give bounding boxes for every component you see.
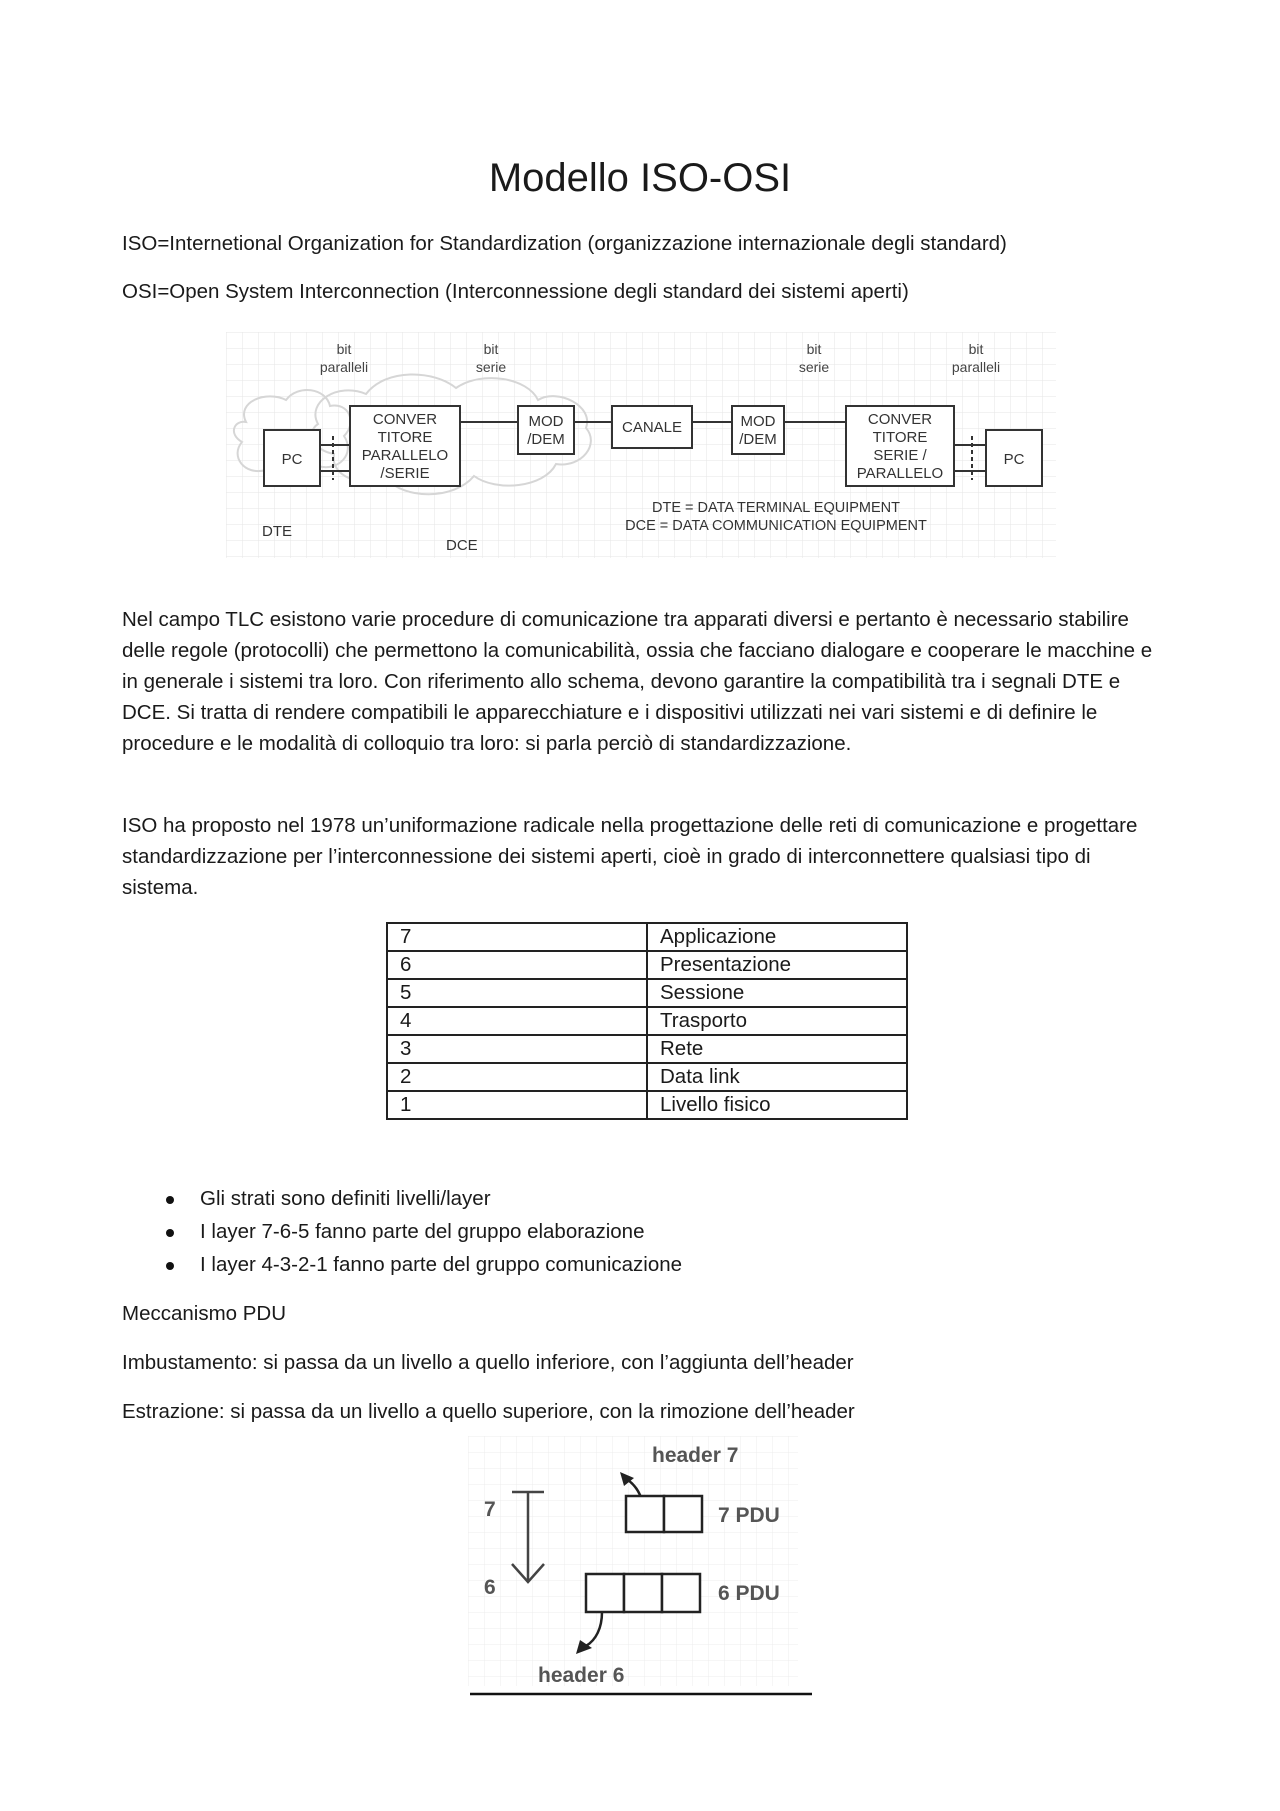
table-row	[387, 1035, 907, 1063]
estrazione-text: Estrazione: si passa da un livello a quello superiore, con la rimozione dell’header	[122, 1400, 855, 1423]
layer-name: Livello fisico	[647, 1091, 907, 1119]
pdu7-data-cell	[664, 1496, 702, 1532]
layer-name: Applicazione	[647, 923, 907, 951]
label-bit-serie-right-1: bit	[806, 341, 822, 357]
layer-number: 2	[387, 1063, 647, 1091]
list-item	[122, 1215, 1022, 1248]
modem-left-line2: /DEM	[527, 431, 565, 448]
converter-right-line2: TITORE	[872, 429, 928, 446]
table-row	[387, 979, 907, 1007]
label-bit-paralleli-right-2: paralleli	[951, 359, 1001, 375]
modem-left-line1: MOD	[528, 413, 564, 430]
iso-definition: ISO=Internetional Organization for Standardization (organizzazione internazionale degli standard)	[122, 232, 1007, 255]
dce-label: DCE	[446, 537, 478, 554]
paragraph-iso-1978: ISO ha proposto nel 1978 un’uniformazione radicale nella progettazione delle reti di comunicazione e progettare standardizzazione per l’interconnessione dei sistemi aperti, cioè in grado di interconnettere qualsiasi tipo di sistema.	[122, 814, 1138, 899]
converter-left-line2: TITORE	[377, 429, 433, 446]
page-title: Modello ISO-OSI	[488, 156, 792, 200]
bullet-icon	[166, 1229, 174, 1237]
modem-right-line2: /DEM	[739, 431, 777, 448]
pdu6-label: 6 PDU	[718, 1582, 780, 1605]
table-row	[387, 923, 907, 951]
layer-name: Presentazione	[647, 951, 907, 979]
osi-definition: OSI=Open System Interconnection (Interconnessione degli standard dei sistemi aperti)	[122, 280, 909, 303]
list-item	[122, 1248, 1022, 1281]
layer-name: Data link	[647, 1063, 907, 1091]
bullet-icon	[166, 1196, 174, 1204]
level6-label: 6	[484, 1576, 496, 1599]
dte-label: DTE	[262, 523, 292, 540]
layer-name: Trasporto	[647, 1007, 907, 1035]
layer-number: 5	[387, 979, 647, 1007]
converter-left-line4: /SERIE	[380, 465, 430, 482]
layer-name: Sessione	[647, 979, 907, 1007]
layer-number: 7	[387, 923, 647, 951]
legend-dte: DTE = DATA TERMINAL EQUIPMENT	[651, 500, 901, 516]
label-bit-serie-right-2: serie	[798, 359, 830, 375]
pdu6-cell-3	[662, 1574, 700, 1612]
layer-bullet-list	[122, 1182, 1022, 1281]
bullet-icon	[166, 1262, 174, 1270]
converter-right-line4: PARALLELO	[856, 465, 944, 482]
network-diagram	[226, 332, 1056, 558]
label-bit-paralleli-right-1: bit	[968, 341, 984, 357]
layer-number: 6	[387, 951, 647, 979]
bullet-text: I layer 7-6-5 fanno parte del gruppo elaborazione	[200, 1220, 645, 1243]
converter-right-line3: SERIE /	[873, 447, 927, 464]
level7-label: 7	[484, 1498, 496, 1521]
converter-left-line3: PARALLELO	[361, 447, 449, 464]
converter-left-line1: CONVER	[372, 411, 438, 428]
label-bit-paralleli-left-1: bit	[336, 341, 352, 357]
imbustamento-text: Imbustamento: si passa da un livello a quello inferiore, con l’aggiunta dell’header	[122, 1351, 854, 1374]
modem-right-line1: MOD	[740, 413, 776, 430]
layer-number: 4	[387, 1007, 647, 1035]
legend-dce: DCE = DATA COMMUNICATION EQUIPMENT	[625, 518, 927, 534]
pdu7-label: 7 PDU	[718, 1504, 780, 1527]
layer-name: Rete	[647, 1035, 907, 1063]
bullet-text: Gli strati sono definiti livelli/layer	[200, 1187, 491, 1210]
pdu6-cell-2	[624, 1574, 662, 1612]
pdu-diagram	[468, 1436, 818, 1696]
list-item	[122, 1182, 1022, 1215]
label-bit-paralleli-left-2: paralleli	[319, 359, 369, 375]
label-bit-serie-left-1: bit	[483, 341, 499, 357]
table-row	[387, 1007, 907, 1035]
label-bit-serie-left-2: serie	[475, 359, 507, 375]
converter-right-line1: CONVER	[867, 411, 933, 428]
pc-left-label: PC	[281, 451, 303, 468]
header7-label: header 7	[652, 1444, 739, 1467]
bullet-text: I layer 4-3-2-1 fanno parte del gruppo comunicazione	[200, 1253, 683, 1276]
header6-label: header 6	[538, 1664, 625, 1687]
pdu7-header-cell	[626, 1496, 664, 1532]
pc-right-label: PC	[1003, 451, 1025, 468]
pdu6-header-cell	[586, 1574, 624, 1612]
pdu-heading: Meccanismo PDU	[122, 1302, 287, 1325]
canale-label: CANALE	[621, 419, 683, 436]
pdu-grid-background	[468, 1436, 798, 1686]
table-row	[387, 1091, 907, 1119]
paragraph-protocols: Nel campo TLC esistono varie procedure di comunicazione tra apparati diversi e pertanto è necessario stabilire delle regole (protocolli) che permettono la comunicabilità, ossia che facciano dialogare e cooperare le macchine e in generale i sistemi tra loro. Con riferimento allo schema, devono garantire la compatibilità tra i segnali DTE e DCE. Si tratta di rendere compatibili le apparecchiature e i dispositivi utilizzati nei vari sistemi e di definire le procedure e le modalità di colloquio tra loro: si parla perciò di standardizzazione.	[122, 608, 1153, 755]
layer-number: 1	[387, 1091, 647, 1119]
table-row	[387, 1063, 907, 1091]
layer-number: 3	[387, 1035, 647, 1063]
table-row	[387, 951, 907, 979]
osi-layers-table	[386, 922, 908, 1120]
